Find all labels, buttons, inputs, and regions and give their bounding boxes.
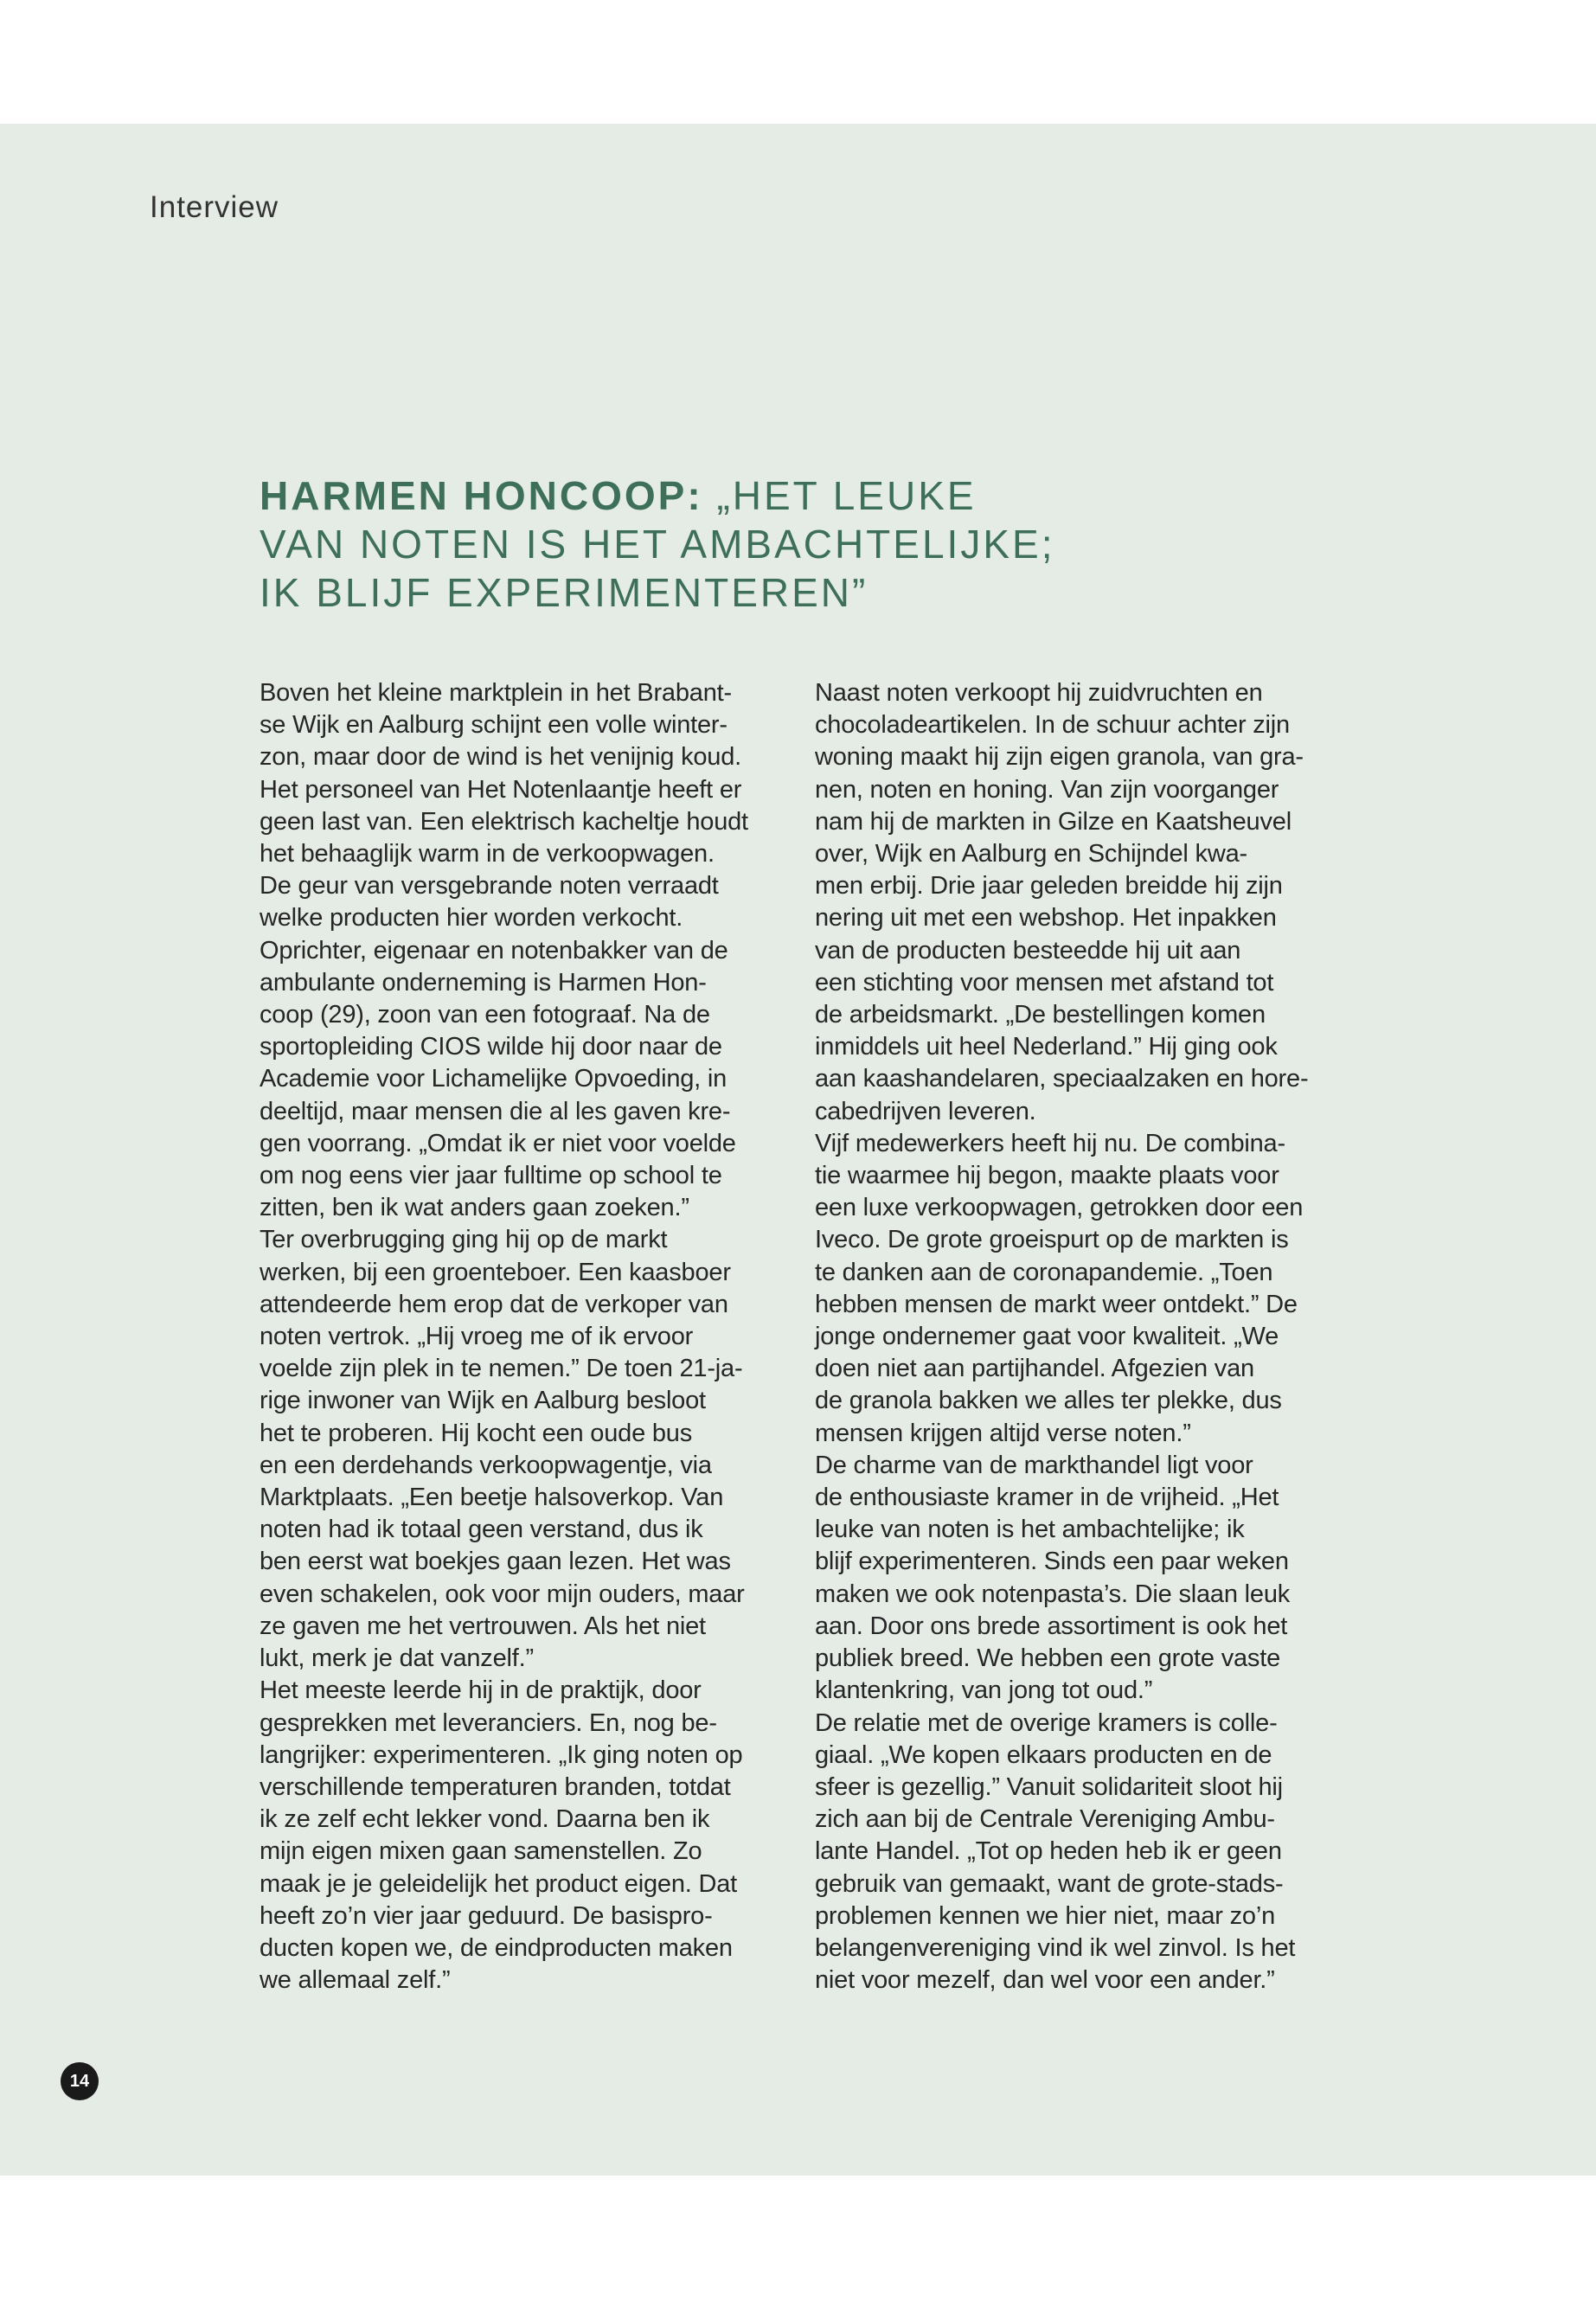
text-line: rige inwoner van Wijk en Aalburg besloot: [260, 1387, 706, 1415]
text-line: ducten kopen we, de eindproducten maken: [260, 1933, 733, 1962]
text-line: van de producten besteedde hij uit aan: [815, 936, 1241, 965]
text-line: problemen kennen we hier niet, maar zo’n: [815, 1901, 1276, 1930]
headline-line-3: IK BLIJF EXPERIMENTEREN”: [260, 570, 869, 615]
headline-line-2: VAN NOTEN IS HET AMBACHTELIJKE;: [260, 522, 1055, 567]
text-line: gen voorrang. „Omdat ik er niet voor voelde: [260, 1129, 736, 1157]
text-line: verschillende temperaturen branden, totdat: [260, 1772, 731, 1801]
text-line: mijn eigen mixen gaan samenstellen. Zo: [260, 1837, 702, 1866]
text-line: publiek breed. We hebben een grote vaste: [815, 1644, 1281, 1673]
text-line: belangenvereniging vind ik wel zinvol. Is het: [815, 1933, 1296, 1962]
text-line: werken, bij een groenteboer. Een kaasboer: [260, 1258, 731, 1286]
text-line: attendeerde hem erop dat de verkoper van: [260, 1290, 728, 1318]
text-line: het te proberen. Hij kocht een oude bus: [260, 1419, 693, 1447]
text-line: zitten, ben ik wat anders gaan zoeken.”: [260, 1194, 689, 1222]
text-line: Naast noten verkoopt hij zuidvruchten en: [815, 679, 1263, 707]
text-line: jonge ondernemer gaat voor kwaliteit. „We: [815, 1323, 1279, 1351]
section-label: Interview: [150, 190, 279, 224]
text-line: we allemaal zelf.”: [260, 1966, 451, 1995]
text-line: se Wijk en Aalburg schijnt een volle winter-: [260, 711, 727, 740]
text-line: men erbij. Drie jaar geleden breidde hij zijn: [815, 872, 1283, 901]
text-line: ik ze zelf echt lekker vond. Daarna ben ik: [260, 1805, 710, 1834]
text-line: langrijker: experimenteren. „Ik ging noten op: [260, 1740, 743, 1769]
text-line: de arbeidsmarkt. „De bestellingen komen: [815, 1001, 1266, 1029]
headline-quote-start: „HET LEUKE: [716, 473, 977, 518]
text-line: te danken aan de coronapandemie. „Toen: [815, 1258, 1273, 1286]
article-column-left: [260, 677, 787, 1997]
text-line: Het personeel van Het Notenlaantje heeft er: [260, 775, 742, 804]
text-line: deeltijd, maar mensen die al les gaven kre-: [260, 1097, 731, 1125]
text-line: nering uit met een webshop. Het inpakken: [815, 904, 1277, 933]
text-line: blijf experimenteren. Sinds een paar weken: [815, 1548, 1289, 1576]
text-line: aan. Door ons brede assortiment is ook het: [815, 1612, 1288, 1640]
article-headline: [260, 471, 1384, 617]
text-line: en een derdehands verkoopwagentje, via: [260, 1451, 712, 1479]
text-line: niet voor mezelf, dan wel voor een ander.”: [815, 1966, 1275, 1995]
text-line: om nog eens vier jaar fulltime op school te: [260, 1162, 722, 1190]
text-line: het behaaglijk warm in de verkoopwagen.: [260, 840, 715, 868]
text-line: ze gaven me het vertrouwen. Als het niet: [260, 1612, 706, 1640]
text-line: nen, noten en honing. Van zijn voorganger: [815, 775, 1279, 804]
text-line: Academie voor Lichamelijke Opvoeding, in: [260, 1065, 727, 1093]
text-line: lante Handel. „Tot op heden heb ik er geen: [815, 1837, 1282, 1866]
text-line: De geur van versgebrande noten verraadt: [260, 872, 719, 901]
text-line: Boven het kleine marktplein in het Brabant-: [260, 679, 732, 707]
text-line: Oprichter, eigenaar en notenbakker van de: [260, 936, 728, 965]
text-line: sfeer is gezellig.” Vanuit solidariteit sloot hij: [815, 1772, 1283, 1801]
text-line: heeft zo’n vier jaar geduurd. De basispro-: [260, 1901, 713, 1930]
page-number: 14: [61, 2062, 99, 2100]
text-line: Vijf medewerkers heeft hij nu. De combina-: [815, 1129, 1285, 1157]
text-line: giaal. „We kopen elkaars producten en de: [815, 1740, 1272, 1769]
text-line: cabedrijven leveren.: [815, 1097, 1036, 1125]
text-line: De relatie met de overige kramers is colle-: [815, 1708, 1278, 1737]
text-line: noten vertrok. „Hij vroeg me of ik ervoor: [260, 1323, 694, 1351]
text-line: de granola bakken we alles ter plekke, dus: [815, 1387, 1282, 1415]
text-line: mensen krijgen altijd verse noten.”: [815, 1419, 1191, 1447]
text-line: hebben mensen de markt weer ontdekt.” De: [815, 1290, 1298, 1318]
text-line: Marktplaats. „Een beetje halsoverkop. Van: [260, 1484, 724, 1512]
text-line: Ter overbrugging ging hij op de markt: [260, 1226, 668, 1254]
headline-line-1: [260, 471, 1384, 520]
text-line: doen niet aan partijhandel. Afgezien van: [815, 1355, 1254, 1383]
text-line: lukt, merk je dat vanzelf.”: [260, 1644, 534, 1673]
text-line: geen last van. Een elektrisch kacheltje houdt: [260, 807, 748, 836]
text-line: aan kaashandelaren, speciaalzaken en hore-: [815, 1065, 1309, 1093]
text-line: welke producten hier worden verkocht.: [260, 904, 683, 933]
interviewee-name: HARMEN HONCOOP:: [260, 473, 703, 518]
text-line: noten had ik totaal geen verstand, dus ik: [260, 1516, 703, 1544]
text-line: voelde zijn plek in te nemen.” De toen 21-ja-: [260, 1355, 743, 1383]
text-line: sportopleiding CIOS wilde hij door naar de: [260, 1033, 722, 1061]
text-line: leuke van noten is het ambachtelijke; ik: [815, 1516, 1245, 1544]
text-line: inmiddels uit heel Nederland.” Hij ging ook: [815, 1033, 1278, 1061]
text-line: over, Wijk en Aalburg en Schijndel kwa-: [815, 840, 1247, 868]
text-line: maak je je geleidelijk het product eigen. Dat: [260, 1869, 737, 1898]
text-line: nam hij de markten in Gilze en Kaatsheuvel: [815, 807, 1292, 836]
text-line: ambulante onderneming is Harmen Hon-: [260, 968, 707, 997]
text-line: woning maakt hij zijn eigen granola, van gra-: [815, 743, 1304, 772]
text-line: gesprekken met leveranciers. En, nog be-: [260, 1708, 717, 1737]
text-line: coop (29), zoon van een fotograaf. Na de: [260, 1001, 710, 1029]
page-background: [0, 124, 1596, 2176]
text-line: Het meeste leerde hij in de praktijk, door: [260, 1676, 702, 1705]
text-line: Iveco. De grote groeispurt op de markten is: [815, 1226, 1289, 1254]
text-line: een luxe verkoopwagen, getrokken door een: [815, 1194, 1304, 1222]
text-line: chocoladeartikelen. In de schuur achter zijn: [815, 711, 1290, 740]
text-line: de enthousiaste kramer in de vrijheid. „Het: [815, 1484, 1279, 1512]
text-line: tie waarmee hij begon, maakte plaats voor: [815, 1162, 1279, 1190]
text-line: gebruik van gemaakt, want de grote-stads-: [815, 1869, 1284, 1898]
text-line: zon, maar door de wind is het venijnig koud.: [260, 743, 742, 772]
text-line: een stichting voor mensen met afstand tot: [815, 968, 1274, 997]
article-column-right: [815, 677, 1343, 1997]
text-line: zich aan bij de Centrale Vereniging Ambu-: [815, 1805, 1275, 1834]
text-line: De charme van de markthandel ligt voor: [815, 1451, 1253, 1479]
text-line: maken we ook notenpasta’s. Die slaan leuk: [815, 1580, 1291, 1608]
text-line: ben eerst wat boekjes gaan lezen. Het was: [260, 1548, 731, 1576]
text-line: klantenkring, van jong tot oud.”: [815, 1676, 1153, 1705]
text-line: even schakelen, ook voor mijn ouders, maar: [260, 1580, 745, 1608]
